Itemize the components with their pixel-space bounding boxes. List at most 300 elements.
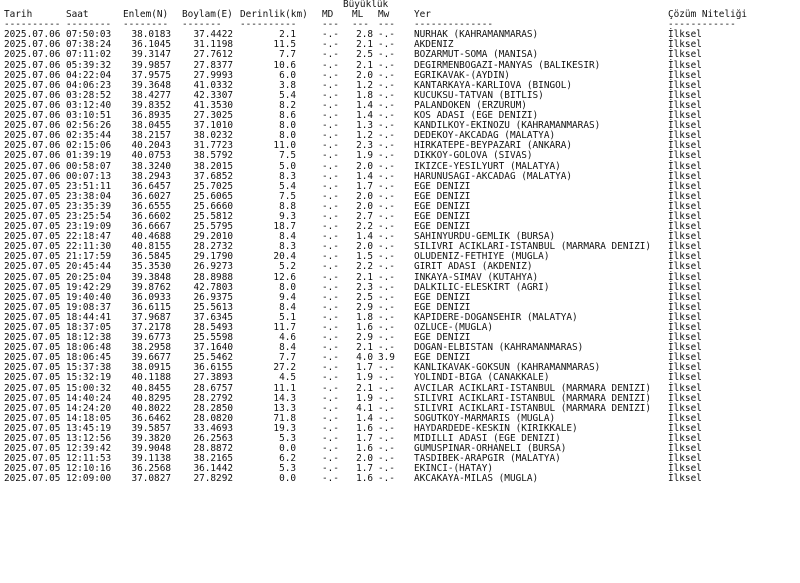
cell-derinlik: 8.3: [279, 241, 296, 253]
cell-md: -.-: [322, 241, 339, 253]
cell-enlem: 35.3530: [131, 261, 171, 273]
cell-tarih: 2025.07.05: [4, 200, 61, 212]
cell-yer: PALANDOKEN (ERZURUM): [414, 99, 527, 111]
cell-ml: 1.6: [356, 443, 373, 455]
cell-boylam: 27.8377: [193, 59, 233, 71]
cell-yer: EGE DENIZI: [414, 210, 471, 222]
cell-md: -.-: [322, 453, 339, 465]
cell-yer: EGE DENIZI: [414, 352, 471, 364]
cell-yer: EGE DENIZI: [414, 291, 471, 303]
cell-saat: 15:37:38: [66, 362, 112, 374]
header-cozum: Çözüm Niteliği: [668, 9, 748, 21]
cell-md: -.-: [322, 352, 339, 364]
cell-ml: 1.6: [356, 322, 373, 333]
buyukluk-label: Büyüklük: [343, 0, 389, 10]
cell-mw: -.-: [378, 402, 395, 414]
cell-derinlik: 6.0: [279, 69, 296, 81]
separator-yer: --------------: [414, 19, 494, 31]
cell-enlem: 40.0753: [131, 150, 171, 162]
cell-boylam: 41.0332: [193, 79, 233, 91]
cell-derinlik: 8.4: [279, 231, 296, 243]
cell-derinlik: 5.0: [279, 160, 296, 172]
cell-enlem: 36.6602: [131, 210, 171, 222]
cell-cozum: İlksel: [668, 322, 702, 333]
cell-saat: 18:06:48: [66, 342, 112, 354]
cell-derinlik: 2.1: [279, 29, 296, 41]
cell-cozum: İlksel: [668, 69, 702, 81]
cell-tarih: 2025.07.05: [4, 453, 61, 465]
cell-mw: -.-: [378, 422, 395, 434]
cell-tarih: 2025.07.05: [4, 301, 61, 313]
cell-yer: SOGUTKOY-MARMARIS (MUGLA): [414, 412, 556, 424]
cell-cozum: İlksel: [668, 79, 702, 91]
cell-enlem: 36.6667: [131, 221, 171, 233]
cell-tarih: 2025.07.05: [4, 433, 61, 445]
cell-yer: SILIVRI ACIKLARI-ISTANBUL (MARMARA DENIZI): [414, 402, 652, 414]
cell-ml: 4.0: [356, 352, 373, 364]
cell-cozum: İlksel: [668, 170, 702, 182]
cell-tarih: 2025.07.05: [4, 382, 61, 394]
cell-enlem: 39.8352: [131, 99, 171, 111]
cell-saat: 04:22:04: [66, 69, 112, 81]
cell-ml: 2.2: [356, 261, 373, 273]
cell-md: -.-: [322, 180, 339, 192]
cell-boylam: 28.8872: [193, 443, 233, 455]
cell-derinlik: 71.8: [273, 412, 296, 424]
cell-saat: 18:37:05: [66, 322, 112, 333]
cell-boylam: 27.3893: [193, 372, 233, 384]
cell-derinlik: 8.4: [279, 301, 296, 313]
cell-derinlik: 5.3: [279, 433, 296, 445]
cell-boylam: 25.6660: [193, 200, 233, 212]
cell-enlem: 40.1188: [131, 372, 171, 384]
cell-md: -.-: [322, 99, 339, 111]
cell-saat: 00:07:13: [66, 170, 112, 182]
cell-boylam: 37.6345: [193, 311, 233, 323]
cell-ml: 2.0: [356, 69, 373, 81]
cell-mw: -.-: [378, 332, 395, 344]
cell-ml: 2.8: [356, 29, 373, 41]
cell-derinlik: 12.6: [273, 271, 296, 283]
cell-derinlik: 13.3: [273, 402, 296, 414]
cell-boylam: 38.0232: [193, 130, 233, 142]
separator-ml: ---: [352, 19, 369, 31]
cell-md: -.-: [322, 150, 339, 162]
cell-enlem: 37.9687: [131, 311, 171, 323]
cell-cozum: İlksel: [668, 301, 702, 313]
cell-enlem: 40.8295: [131, 392, 171, 404]
cell-md: -.-: [322, 382, 339, 394]
cell-enlem: 40.8155: [131, 241, 171, 253]
cell-saat: 14:18:05: [66, 412, 112, 424]
cell-enlem: 40.4688: [131, 231, 171, 243]
cell-derinlik: 8.8: [279, 200, 296, 212]
cell-tarih: 2025.07.05: [4, 412, 61, 424]
cell-tarih: 2025.07.06: [4, 170, 61, 182]
cell-cozum: İlksel: [668, 190, 702, 202]
cell-enlem: 40.8022: [131, 402, 171, 414]
cell-enlem: 38.0915: [131, 362, 171, 374]
cell-saat: 23:35:39: [66, 200, 112, 212]
cell-yer: EGE DENIZI: [414, 180, 471, 192]
cell-tarih: 2025.07.05: [4, 342, 61, 354]
cell-yer: EGE DENIZI: [414, 221, 471, 233]
cell-ml: 2.0: [356, 241, 373, 253]
cell-ml: 1.5: [356, 251, 373, 263]
cell-cozum: İlksel: [668, 120, 702, 132]
cell-cozum: İlksel: [668, 110, 702, 122]
cell-yer: KANLIKAVAK-GOKSUN (KAHRAMANMARAS): [414, 362, 601, 374]
cell-cozum: İlksel: [668, 291, 702, 303]
cell-yer: AVCILAR ACIKLARI-ISTANBUL (MARMARA DENIZI): [414, 382, 652, 394]
cell-cozum: İlksel: [668, 382, 702, 394]
cell-yer: KAPIDERE-DOGANSEHIR (MALATYA): [414, 311, 578, 323]
cell-cozum: İlksel: [668, 49, 702, 61]
cell-derinlik: 19.3: [273, 422, 296, 434]
cell-enlem: 38.0183: [131, 29, 171, 41]
cell-yer: KANDILKOY-EKINOZU (KAHRAMANMARAS): [414, 120, 601, 132]
cell-yer: HIRKATEPE-BEYPAZARI (ANKARA): [414, 140, 573, 152]
cell-cozum: İlksel: [668, 200, 702, 212]
cell-tarih: 2025.07.05: [4, 402, 61, 414]
cell-enlem: 36.8935: [131, 110, 171, 122]
cell-derinlik: 11.1: [273, 382, 296, 394]
cell-tarih: 2025.07.05: [4, 210, 61, 222]
cell-cozum: İlksel: [668, 332, 702, 344]
cell-saat: 23:19:09: [66, 221, 112, 233]
cell-md: -.-: [322, 322, 339, 333]
cell-tarih: 2025.07.05: [4, 271, 61, 283]
cell-enlem: 38.0455: [131, 120, 171, 132]
cell-cozum: İlksel: [668, 362, 702, 374]
cell-md: -.-: [322, 110, 339, 122]
cell-cozum: İlksel: [668, 160, 702, 172]
cell-mw: -.-: [378, 150, 395, 162]
cell-md: -.-: [322, 271, 339, 283]
cell-tarih: 2025.07.05: [4, 231, 61, 243]
cell-derinlik: 6.2: [279, 453, 296, 465]
cell-tarih: 2025.07.05: [4, 221, 61, 233]
cell-saat: 03:28:52: [66, 89, 112, 101]
header-tarih: Tarih: [4, 9, 33, 21]
cell-mw: -.-: [378, 39, 395, 51]
cell-tarih: 2025.07.05: [4, 281, 61, 293]
cell-yer: OLUDENIZ-FETHIYE (MUGLA): [414, 251, 550, 263]
cell-ml: 2.3: [356, 281, 373, 293]
cell-yer: DEDEKOY-AKCADAG (MALATYA): [414, 130, 556, 142]
cell-saat: 04:06:23: [66, 79, 112, 91]
header-ml: ML: [352, 9, 364, 21]
cell-saat: 13:45:19: [66, 422, 112, 434]
cell-derinlik: 5.1: [279, 311, 296, 323]
cell-derinlik: 18.7: [273, 221, 296, 233]
cell-derinlik: 27.2: [273, 362, 296, 374]
cell-yer: AKCAKAYA-MILAS (MUGLA): [414, 473, 539, 485]
cell-md: -.-: [322, 231, 339, 243]
cell-mw: -.-: [378, 291, 395, 303]
cell-boylam: 38.2165: [193, 453, 233, 465]
cell-derinlik: 10.6: [273, 59, 296, 71]
cell-enlem: 36.6555: [131, 200, 171, 212]
cell-md: -.-: [322, 79, 339, 91]
cell-cozum: İlksel: [668, 402, 702, 414]
cell-yer: SILIVRI ACIKLARI-ISTANBUL (MARMARA DENIZI): [414, 241, 652, 253]
cell-enlem: 39.8762: [131, 281, 171, 293]
cell-mw: -.-: [378, 241, 395, 253]
cell-boylam: 26.9375: [193, 291, 233, 303]
cell-md: -.-: [322, 120, 339, 132]
cell-ml: 1.9: [356, 392, 373, 404]
cell-cozum: İlksel: [668, 130, 702, 142]
cell-saat: 20:25:04: [66, 271, 112, 283]
cell-tarih: 2025.07.05: [4, 311, 61, 323]
cell-ml: 2.1: [356, 342, 373, 354]
header-mw: Mw: [378, 9, 390, 21]
cell-mw: -.-: [378, 210, 395, 222]
cell-tarih: 2025.07.05: [4, 241, 61, 253]
cell-boylam: 28.2850: [193, 402, 233, 414]
cell-md: -.-: [322, 190, 339, 202]
cell-mw: 3.9: [378, 352, 395, 364]
cell-saat: 01:39:19: [66, 150, 112, 162]
cell-tarih: 2025.07.05: [4, 463, 61, 475]
cell-boylam: 28.2792: [193, 392, 233, 404]
cell-boylam: 28.5493: [193, 322, 233, 333]
cell-md: -.-: [322, 362, 339, 374]
cell-saat: 12:11:53: [66, 453, 112, 465]
cell-cozum: İlksel: [668, 352, 702, 364]
cell-saat: 18:44:41: [66, 311, 112, 323]
cell-derinlik: 7.7: [279, 49, 296, 61]
cell-md: -.-: [322, 170, 339, 182]
cell-enlem: 39.5857: [131, 422, 171, 434]
cell-boylam: 29.1790: [193, 251, 233, 263]
cell-derinlik: 8.0: [279, 120, 296, 132]
cell-enlem: 39.6773: [131, 332, 171, 344]
cell-md: -.-: [322, 59, 339, 71]
cell-md: -.-: [322, 463, 339, 475]
cell-tarih: 2025.07.05: [4, 261, 61, 273]
cell-cozum: İlksel: [668, 372, 702, 384]
cell-md: -.-: [322, 342, 339, 354]
cell-enlem: 38.2157: [131, 130, 171, 142]
cell-enlem: 38.2943: [131, 170, 171, 182]
cell-yer: IKIZCE-YESILYURT (MALATYA): [414, 160, 561, 172]
cell-boylam: 26.2563: [193, 433, 233, 445]
cell-tarih: 2025.07.06: [4, 120, 61, 132]
cell-boylam: 28.2732: [193, 241, 233, 253]
cell-derinlik: 11.0: [273, 140, 296, 152]
cell-saat: 12:39:42: [66, 443, 112, 455]
cell-cozum: İlksel: [668, 251, 702, 263]
cell-mw: -.-: [378, 412, 395, 424]
cell-saat: 14:40:24: [66, 392, 112, 404]
cell-cozum: İlksel: [668, 210, 702, 222]
cell-yer: KUCUKSU-TATVAN (BITLIS): [414, 89, 544, 101]
cell-cozum: İlksel: [668, 261, 702, 273]
cell-enlem: 36.2568: [131, 463, 171, 475]
cell-enlem: 36.6457: [131, 180, 171, 192]
cell-cozum: İlksel: [668, 473, 702, 485]
cell-saat: 07:50:03: [66, 29, 112, 41]
cell-mw: -.-: [378, 69, 395, 81]
cell-tarih: 2025.07.05: [4, 291, 61, 303]
cell-boylam: 25.5812: [193, 210, 233, 222]
cell-ml: 1.7: [356, 180, 373, 192]
cell-mw: -.-: [378, 322, 395, 333]
cell-saat: 03:12:40: [66, 99, 112, 111]
cell-boylam: 33.4693: [193, 422, 233, 434]
cell-derinlik: 0.0: [279, 473, 296, 485]
cell-cozum: İlksel: [668, 433, 702, 445]
cell-cozum: İlksel: [668, 311, 702, 323]
cell-derinlik: 8.0: [279, 281, 296, 293]
separator-mw: ---: [378, 19, 395, 31]
cell-derinlik: 8.4: [279, 342, 296, 354]
separator-boylam: -------: [182, 19, 222, 31]
cell-yer: EGE DENIZI: [414, 200, 471, 212]
cell-saat: 15:32:19: [66, 372, 112, 384]
cell-saat: 18:12:38: [66, 332, 112, 344]
cell-saat: 22:11:30: [66, 241, 112, 253]
cell-tarih: 2025.07.05: [4, 372, 61, 384]
cell-ml: 4.1: [356, 402, 373, 414]
cell-mw: -.-: [378, 231, 395, 243]
cell-cozum: İlksel: [668, 241, 702, 253]
cell-derinlik: 4.5: [279, 372, 296, 384]
cell-boylam: 29.2010: [193, 231, 233, 243]
header-yer: Yer: [414, 9, 431, 21]
cell-boylam: 27.8292: [193, 473, 233, 485]
cell-enlem: 39.3648: [131, 79, 171, 91]
separator-md: ---: [322, 19, 339, 31]
cell-saat: 23:38:04: [66, 190, 112, 202]
cell-boylam: 27.7612: [193, 49, 233, 61]
cell-md: -.-: [322, 69, 339, 81]
cell-ml: 2.0: [356, 160, 373, 172]
cell-yer: NURHAK (KAHRAMANMARAS): [414, 29, 539, 41]
cell-ml: 2.0: [356, 453, 373, 465]
header-md: MD: [322, 9, 334, 21]
cell-ml: 1.2: [356, 79, 373, 91]
separator-saat: --------: [66, 19, 112, 31]
cell-enlem: 36.6462: [131, 412, 171, 424]
cell-saat: 07:38:24: [66, 39, 112, 51]
earthquake-list: [4, 0, 796, 485]
cell-md: -.-: [322, 89, 339, 101]
cell-enlem: 39.3820: [131, 433, 171, 445]
cell-mw: -.-: [378, 110, 395, 122]
cell-yer: EKINCI-(HATAY): [414, 463, 494, 475]
rows-container: [4, 30, 796, 484]
cell-cozum: İlksel: [668, 59, 702, 71]
cell-yer: YOLINDI-BIGA (CANAKKALE): [414, 372, 550, 384]
cell-ml: 2.5: [356, 291, 373, 303]
cell-saat: 02:56:26: [66, 120, 112, 132]
cell-enlem: 40.8455: [131, 382, 171, 394]
cell-tarih: 2025.07.06: [4, 49, 61, 61]
cell-enlem: 36.6115: [131, 301, 171, 313]
cell-yer: EGE DENIZI: [414, 332, 471, 344]
cell-boylam: 27.9993: [193, 69, 233, 81]
cell-yer: KANTARKAYA-KARLIOVA (BINGOL): [414, 79, 573, 91]
cell-tarih: 2025.07.06: [4, 69, 61, 81]
cell-saat: 15:00:32: [66, 382, 112, 394]
cell-derinlik: 5.4: [279, 180, 296, 192]
cell-mw: -.-: [378, 49, 395, 61]
cell-md: -.-: [322, 412, 339, 424]
cell-tarih: 2025.07.05: [4, 392, 61, 404]
cell-md: -.-: [322, 392, 339, 404]
cell-mw: -.-: [378, 463, 395, 475]
cell-enlem: 36.5845: [131, 251, 171, 263]
cell-tarih: 2025.07.06: [4, 150, 61, 162]
cell-boylam: 37.1640: [193, 342, 233, 354]
cell-yer: HARUNUSAGI-AKCADAG (MALATYA): [414, 170, 573, 182]
cell-cozum: İlksel: [668, 463, 702, 475]
cell-ml: 2.9: [356, 332, 373, 344]
cell-md: -.-: [322, 443, 339, 455]
cell-md: -.-: [322, 210, 339, 222]
cell-yer: TASDIBEK-ARAPGIR (MALATYA): [414, 453, 561, 465]
cell-mw: -.-: [378, 342, 395, 354]
cell-derinlik: 3.8: [279, 79, 296, 91]
cell-tarih: 2025.07.05: [4, 251, 61, 263]
cell-enlem: 39.6677: [131, 352, 171, 364]
cell-mw: -.-: [378, 433, 395, 445]
table-row: [4, 151, 796, 161]
cell-ml: 1.4: [356, 412, 373, 424]
cell-md: -.-: [322, 130, 339, 142]
cell-mw: -.-: [378, 271, 395, 283]
cell-ml: 1.2: [356, 130, 373, 142]
cell-yer: EGE DENIZI: [414, 301, 471, 313]
cell-cozum: İlksel: [668, 342, 702, 354]
cell-yer: GUMUSPINAR-ORHANELI (BURSA): [414, 443, 567, 455]
cell-ml: 2.3: [356, 140, 373, 152]
cell-ml: 1.4: [356, 110, 373, 122]
cell-ml: 2.5: [356, 49, 373, 61]
cell-mw: -.-: [378, 443, 395, 455]
cell-mw: -.-: [378, 301, 395, 313]
cell-ml: 2.1: [356, 59, 373, 71]
cell-saat: 03:10:51: [66, 110, 112, 122]
cell-mw: -.-: [378, 453, 395, 465]
cell-mw: -.-: [378, 79, 395, 91]
cell-saat: 19:08:37: [66, 301, 112, 313]
cell-derinlik: 7.5: [279, 190, 296, 202]
cell-enlem: 40.2043: [131, 140, 171, 152]
cell-cozum: İlksel: [668, 392, 702, 404]
cell-mw: -.-: [378, 261, 395, 273]
cell-ml: 2.7: [356, 210, 373, 222]
cell-enlem: 37.0827: [131, 473, 171, 485]
cell-mw: -.-: [378, 120, 395, 132]
header-boylam: Boylam(E): [182, 9, 233, 21]
cell-tarih: 2025.07.05: [4, 362, 61, 374]
cell-md: -.-: [322, 160, 339, 172]
cell-derinlik: 20.4: [273, 251, 296, 263]
cell-cozum: İlksel: [668, 281, 702, 293]
cell-md: -.-: [322, 422, 339, 434]
cell-tarih: 2025.07.06: [4, 29, 61, 41]
cell-yer: OZLUCE-(MUGLA): [414, 322, 494, 333]
cell-tarih: 2025.07.06: [4, 130, 61, 142]
cell-tarih: 2025.07.05: [4, 473, 61, 485]
cell-cozum: İlksel: [668, 89, 702, 101]
cell-md: -.-: [322, 200, 339, 212]
cell-saat: 00:58:07: [66, 160, 112, 172]
